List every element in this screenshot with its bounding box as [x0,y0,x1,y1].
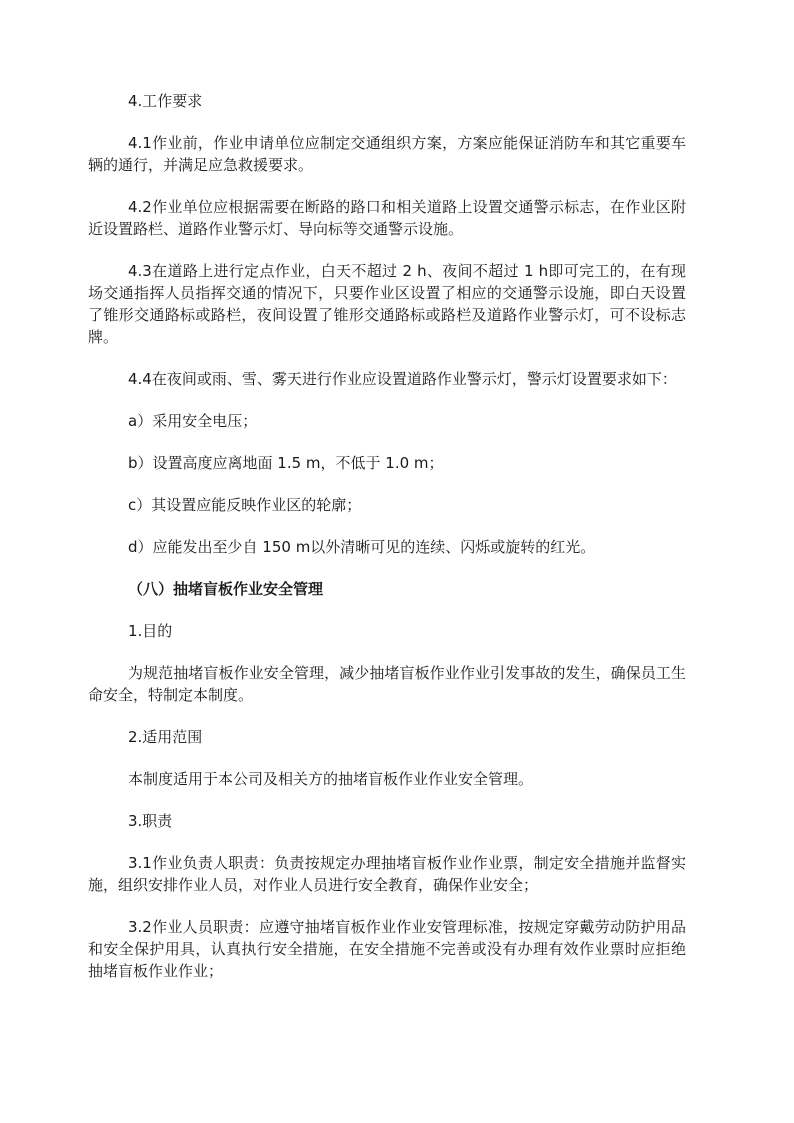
section-heading-work-requirements: 4.工作要求 [128,92,203,110]
section-title-blind-plate: （八）抽堵盲板作业安全管理 [128,580,324,598]
paragraph-scope: 本制度适用于本公司及相关方的抽堵盲板作业作业安全管理。 [128,770,534,788]
list-item-d: d）应能发出至少自 150 m以外清晰可见的连续、闪烁或旋转的红光。 [128,538,596,556]
paragraph-4-2: 4.2作业单位应根据需要在断路的路口和相关道路上设置交通警示标志，在作业区附近设置路栏、道路作业警示灯、导向标等交通警示设施。 [88,198,686,238]
subheading-purpose: 1.目的 [128,622,173,640]
paragraph-purpose: 为规范抽堵盲板作业安全管理，减少抽堵盲板作业作业引发事故的发生，确保员工生命安全，特制定本制度。 [88,664,686,704]
subheading-scope: 2.适用范围 [128,728,203,746]
paragraph-3-2: 3.2作业人员职责：应遵守抽堵盲板作业作业安管理标准，按规定穿戴劳动防护用品和安全保护用具，认真执行安全措施，在安全措施不完善或没有办理有效作业票时应拒绝抽堵盲板作业作业； [88,918,686,980]
list-item-b: b）设置高度应离地面 1.5 m，不低于 1.0 m； [128,454,444,472]
paragraph-4-1: 4.1作业前，作业申请单位应制定交通组织方案，方案应能保证消防车和其它重要车辆的通行，并满足应急救援要求。 [88,134,686,174]
subheading-responsibilities: 3.职责 [128,812,173,830]
list-item-a: a）采用安全电压； [128,412,258,430]
paragraph-4-3: 4.3在道路上进行定点作业，白天不超过 2 h、夜间不超过 1 h即可完工的，在有现场交通指挥人员指挥交通的情况下，只要作业区设置了相应的交通警示设施，即白天设置了锥形交通路标或路栏，夜间设置了锥形交通路标或路栏及道路作业警示灯，可不设标志牌。 [88,262,686,346]
paragraph-4-4: 4.4在夜间或雨、雪、雾天进行作业应设置道路作业警示灯，警示灯设置要求如下： [128,370,677,388]
paragraph-3-1: 3.1作业负责人职责：负责按规定办理抽堵盲板作业作业票，制定安全措施并监督实施，组织安排作业人员，对作业人员进行安全教育，确保作业安全； [88,854,686,894]
list-item-c: c）其设置应能反映作业区的轮廓； [128,496,362,514]
